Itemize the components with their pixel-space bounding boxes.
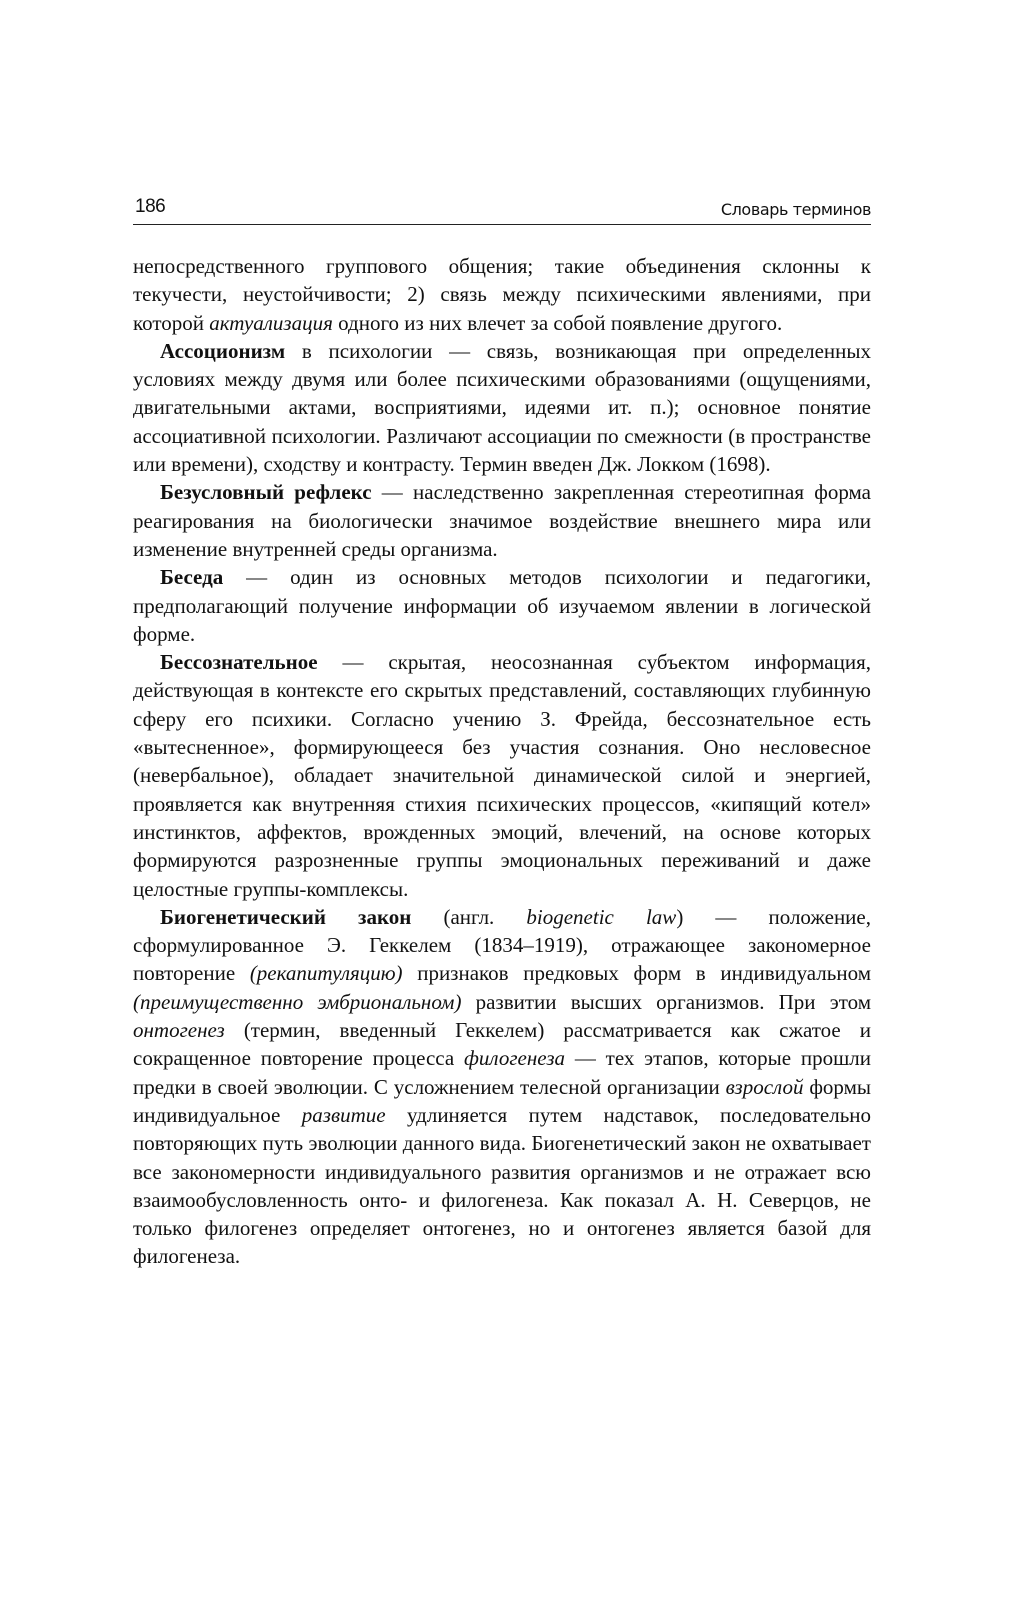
running-title: Словарь терминов [720, 200, 871, 219]
entry-italic-term: развитие [301, 1102, 386, 1127]
glossary-text [133, 252, 871, 1271]
entry-text: ) — положение, сформулированное Э. Геккелем (1834–1919), отражающее закономерное повторение [133, 904, 871, 986]
entry-italic-term: (преимущественно эмбриональном) [133, 989, 462, 1014]
entry-text: признаков предковых форм в индивидуальном [402, 961, 871, 986]
entry-unconscious [133, 648, 871, 903]
entry-text: удлиняется путем надставок, последовательно повторяющих путь эволюции данного вида. Биогенетический закон не охватывает все закономерности индивидуального развития организмов и не отражает всю взаимообусловленность онто- и филогенеза. Как показал А. Н. Северцов, не только филогенез определяет онтогенез, но и онтогенез является базой для филогенеза. [133, 1102, 872, 1269]
entry-term: Ассоционизм [160, 338, 286, 363]
entry-continued [133, 252, 871, 337]
entry-conversation [133, 563, 871, 648]
entry-text: — скрытая, неосознанная субъектом информация, действующая в контексте его скрытых представлений, составляющих глубинную сферу его психики. Согласно учению З. Фрейда, бессознательное есть «вытесненное», формирующееся без участия сознания. Оно несловесное (невербальное), обладает значительной динамической силой и энергией, проявляется как внутренняя стихия психических процессов, «кипящий котел» инстинктов, аффектов, врожденных эмоций, влечений, на основе которых формируются разрозненные группы эмоциональных переживаний и даже целостные группы-комплексы. [133, 650, 871, 901]
entry-text: — один из основных методов психологии и педагогики, предполагающий получение информации об изучаемом явлении в логической форме. [133, 565, 871, 646]
entry-associationism [133, 337, 871, 478]
entry-text: развитии высших организмов. При этом [461, 989, 871, 1014]
entry-text: непосредственного группового общения; такие объединения склонны к текучести, неустойчивости; 2) связь между психическими явлениями, при которой [133, 254, 871, 335]
entry-term: Бессознательное [160, 650, 318, 675]
entry-italic-term: филогенеза [464, 1046, 566, 1071]
page-number: 186 [135, 196, 166, 217]
entry-unconditioned-reflex [133, 478, 871, 563]
entry-italic-term: актуализация [209, 310, 333, 335]
entry-term: Беседа [160, 565, 224, 590]
page-header [133, 192, 871, 225]
entry-italic-term: онтогенез [133, 1018, 225, 1043]
entry-term: Безусловный рефлекс [160, 480, 372, 505]
entry-italic-term: взрослой [725, 1074, 804, 1099]
entry-text: — тех этапов, которые прошли предки в своей эволюции. С усложнением телесной организации [133, 1046, 872, 1099]
entry-italic-term: (рекапитуляцию) [249, 961, 403, 986]
entry-text: — наследственно закрепленная стереотипная форма реагирования на биологически значимое воздействие внешнего мира или изменение внутренней среды организма. [133, 480, 871, 561]
entry-italic-term: biogenetic law [526, 904, 677, 929]
entry-text: формы индивидуальное [133, 1074, 871, 1127]
entry-biogenetic-law [133, 903, 871, 1271]
entry-text: (термин, введенный Геккелем) рассматривается как сжатое и сокращенное повторение процесса [133, 1018, 871, 1071]
entry-term: Биогенетический закон [160, 904, 412, 929]
entry-text: одного из них влечет за собой появление другого. [332, 310, 783, 335]
entry-text: в психологии — связь, возникающая при определенных условиях между двумя или более психическими образованиями (ощущениями, двигательными актами, восприятиями, идеями ит. п.); основное понятие ассоциативной психологии. Различают ассоциации по смежности (в пространстве или времени), сходству и контрасту. Термин введен Дж. Локком (1698). [133, 338, 871, 477]
entry-text: (англ. [411, 904, 527, 929]
